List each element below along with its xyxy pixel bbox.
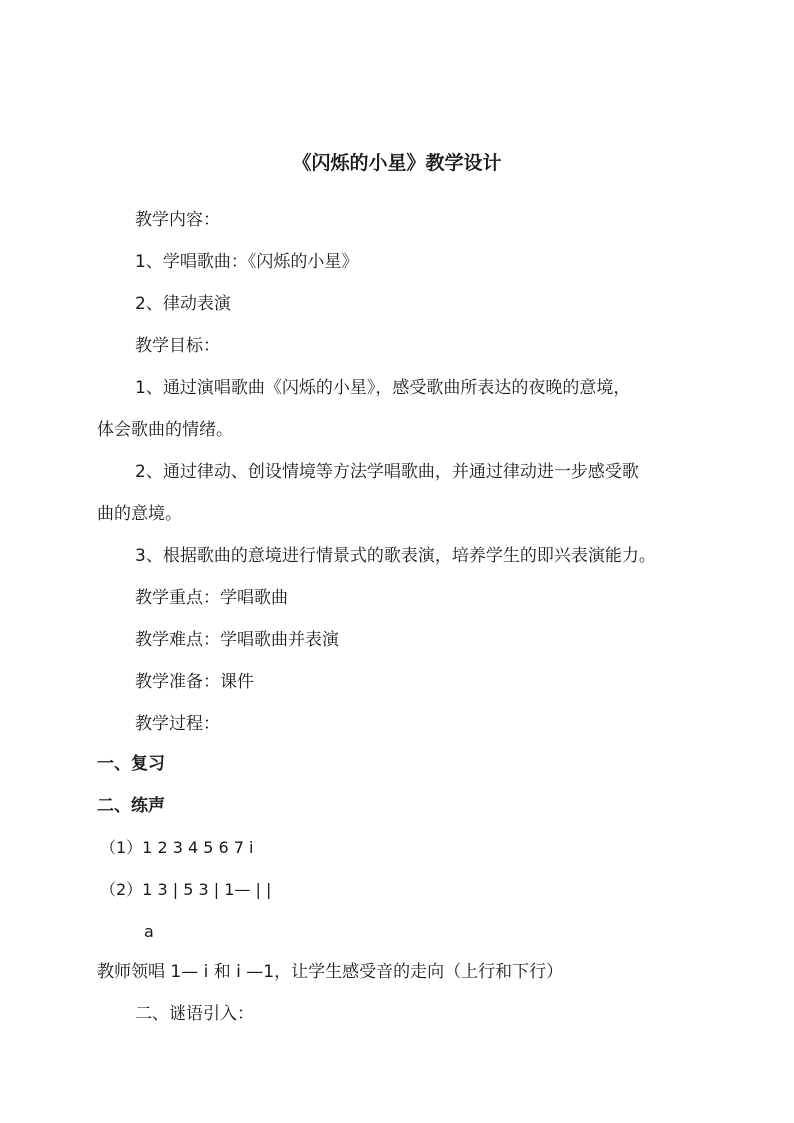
page-title: 《闪烁的小星》教学设计 <box>292 152 502 174</box>
section-label-goals: 教学目标： <box>135 336 220 356</box>
goal-2-line-2: 曲的意境。 <box>97 504 182 524</box>
content-item-1: 1、学唱歌曲：《闪烁的小星》 <box>135 252 359 272</box>
vocal-exercise-2: （2）1 3 | 5 3 | 1— | | <box>100 880 272 899</box>
vocal-syllable: a <box>144 922 154 941</box>
content-item-2: 2、律动表演 <box>135 294 231 314</box>
goal-2-line-1: 2、通过律动、创设情境等方法学唱歌曲，并通过律动进一步感受歌 <box>135 462 639 482</box>
section-label-process: 教学过程： <box>135 714 220 734</box>
step-review-heading: 一、复习 <box>97 754 165 774</box>
goal-1-line-2: 体会歌曲的情绪。 <box>97 420 233 440</box>
preparation: 教学准备：课件 <box>135 672 254 692</box>
difficult-point: 教学难点：学唱歌曲并表演 <box>135 630 339 650</box>
goal-1-line-1: 1、通过演唱歌曲《闪烁的小星》，感受歌曲所表达的夜晚的意境， <box>135 378 631 398</box>
step-riddle-heading: 二、谜语引入： <box>135 1004 254 1024</box>
section-label-content: 教学内容： <box>135 210 220 230</box>
step-vocal-heading: 二、练声 <box>97 796 165 816</box>
teacher-lead-note: 教师领唱 1— i 和 i —1，让学生感受音的走向（上行和下行） <box>97 962 564 982</box>
key-point: 教学重点：学唱歌曲 <box>135 588 288 608</box>
vocal-exercise-1: （1）1 2 3 4 5 6 7 i <box>100 838 254 857</box>
goal-3: 3、根据歌曲的意境进行情景式的歌表演，培养学生的即兴表演能力。 <box>135 546 656 566</box>
